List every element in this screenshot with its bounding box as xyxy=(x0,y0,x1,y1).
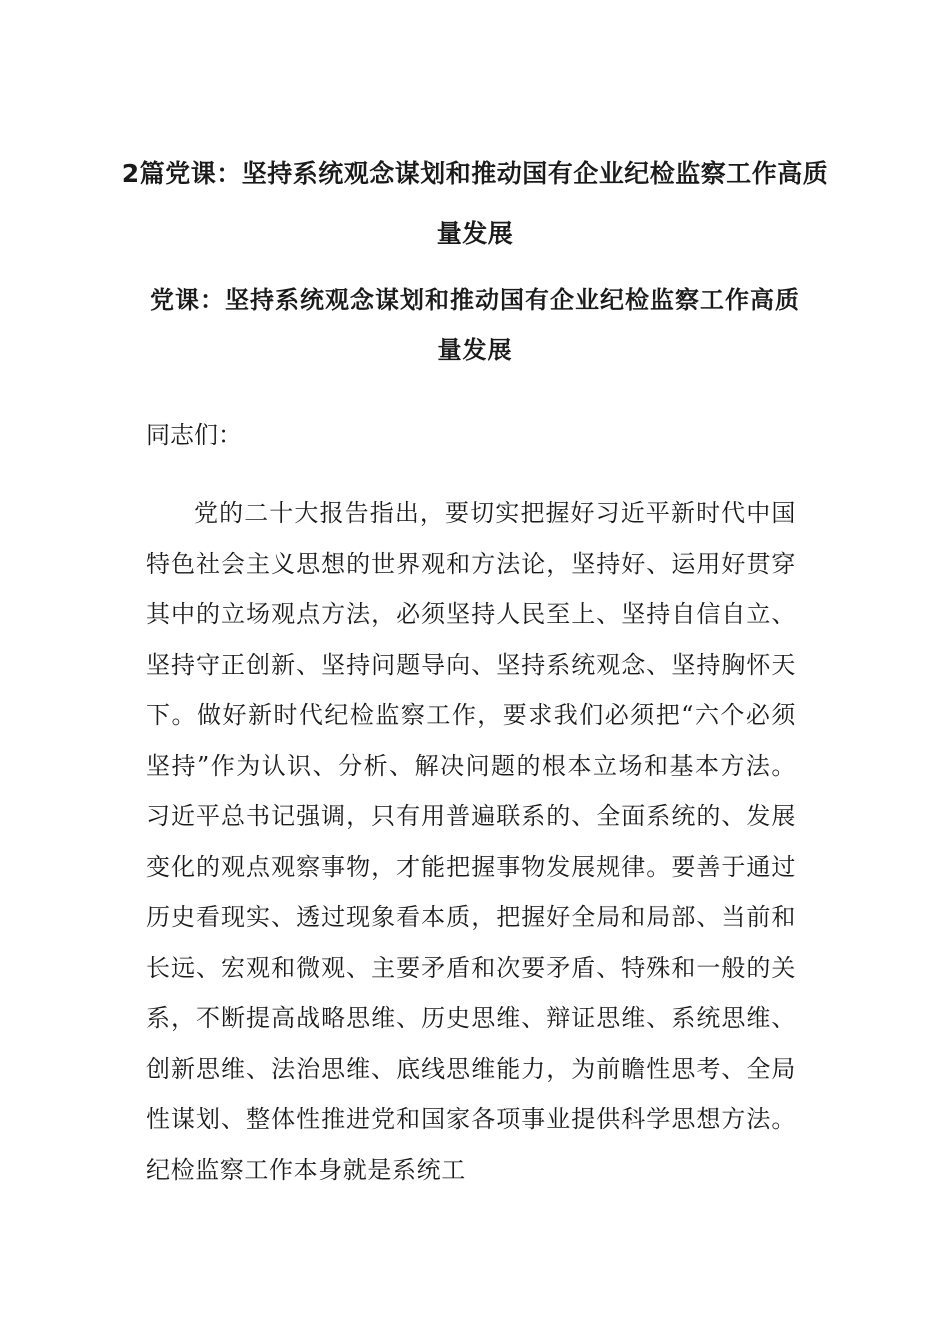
document-subtitle: 党课：坚持系统观念谋划和推动国有企业纪检监察工作高质量发展 xyxy=(150,285,800,364)
document-title: 2篇党课：坚持系统观念谋划和推动国有企业纪检监察工作高质量发展 xyxy=(121,159,829,248)
body-paragraph: 党的二十大报告指出，要切实把握好习近平新时代中国特色社会主义思想的世界观和方法论，坚持好、运用好贯穿其中的立场观点方法，必须坚持人民至上、坚持自信自立、坚持守正创新、坚持问题导向、坚持系统观念、坚持胸怀天下。做好新时代纪检监察工作，要求我们必须把“六个必须坚持”作为认识、分析、解决问题的根本立场和基本方法。习近平总书记强调，只有用普遍联系的、全面系统的、发展变化的观点观察事物，才能把握事物发展规律。要善于通过历史看现实、透过现象看本质，把握好全局和局部、当前和长远、宏观和微观、主要矛盾和次要矛盾、特殊和一般的关系，不断提高战略思维、历史思维、辩证思维、系统思维、创新思维、法治思维、底线思维能力，为前瞻性思考、全局性谋划、整体性推进党和国家各项事业提供科学思想方法。纪检监察工作本身就是系统工 xyxy=(146,499,796,1184)
greeting: 同志们： xyxy=(146,421,242,449)
